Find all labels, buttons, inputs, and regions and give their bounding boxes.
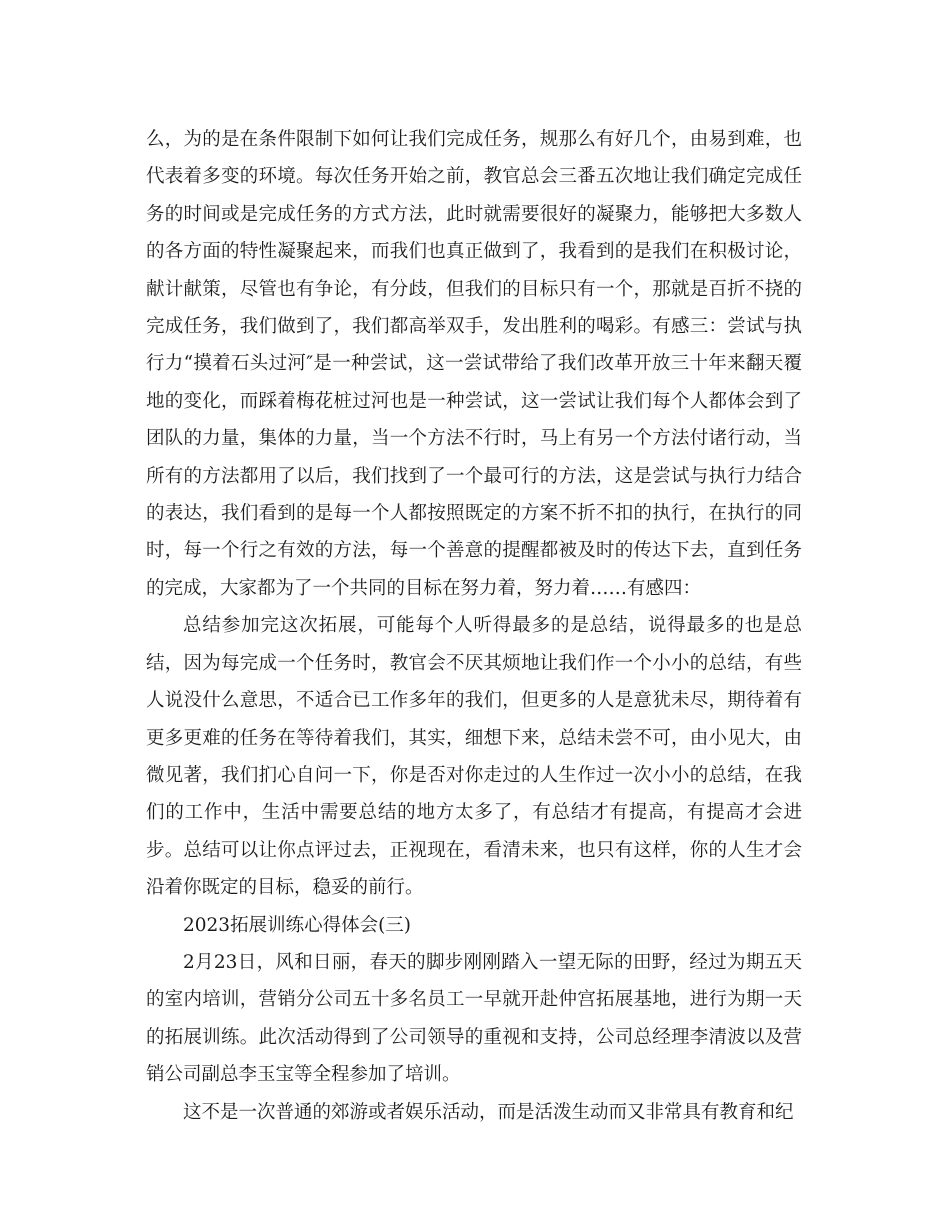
section-heading: 2023拓展训练心得体会(三) bbox=[183, 914, 412, 936]
document-body bbox=[146, 121, 802, 1131]
paragraph-event-date: 2月23日，风和日丽，春天的脚步刚刚踏入一望无际的田野，经过为期五天的室内培训，营销分公司五十多名员工一早就开赴仲宫拓展基地，进行为期一天的拓展训练。此次活动得到了公司领导的重视和支持，公司总经理李清波以及营销公司副总李玉宝等全程参加了培训。 bbox=[146, 951, 802, 1086]
paragraph-summary: 总结参加完这次拓展，可能每个人听得最多的是总结，说得最多的也是总结，因为每完成一个任务时，教官会不厌其烦地让我们作一个小小的总结，有些人说没什么意思，不适合已工作多年的我们，但更多的人是意犹未尽，期待着有更多更难的任务在等待着我们，其实，细想下来，总结未尝不可，由小见大，由微见著，我们扪心自问一下，你是否对你走过的人生作过一次小小的总结，在我们的工作中，生活中需要总结的地方太多了，有总结才有提高，有提高才会进步。总结可以让你点评过去，正视现在，看清未来，也只有这样，你的人生才会沿着你既定的目标，稳妥的前行。 bbox=[146, 615, 802, 899]
paragraph-continuation: 么，为的是在条件限制下如何让我们完成任务，规那么有好几个，由易到难，也代表着多变的环境。每次任务开始之前，教官总会三番五次地让我们确定完成任务的时间或是完成任务的方式方法，此时就需要很好的凝聚力，能够把大多数人的各方面的特性凝聚起来，而我们也真正做到了，我看到的是我们在积极讨论，献计献策，尽管也有争论，有分歧，但我们的目标只有一个，那就是百折不挠的完成任务，我们做到了，我们都高举双手，发出胜利的喝彩。有感三：尝试与执行力“摸着石头过河″是一种尝试，这一尝试带给了我们改革开放三十年来翻天覆地的变化，而踩着梅花桩过河也是一种尝试，这一尝试让我们每个人都体会到了团队的力量，集体的力量，当一个方法不行时，马上有另一个方法付诸行动，当所有的方法都用了以后，我们找到了一个最可行的方法，这是尝试与执行力结合的表达，我们看到的是每一个人都按照既定的方案不折不扣的执行，在执行的同时，每一个行之有效的方法，每一个善意的提醒都被及时的传达下去，直到任务的完成，大家都为了一个共同的目标在努力着，努力着……有感四： bbox=[146, 129, 802, 599]
paragraph-activity-nature: 这不是一次普通的郊游或者娱乐活动，而是活泼生动而又非常具有教育和纪 bbox=[183, 1101, 794, 1123]
